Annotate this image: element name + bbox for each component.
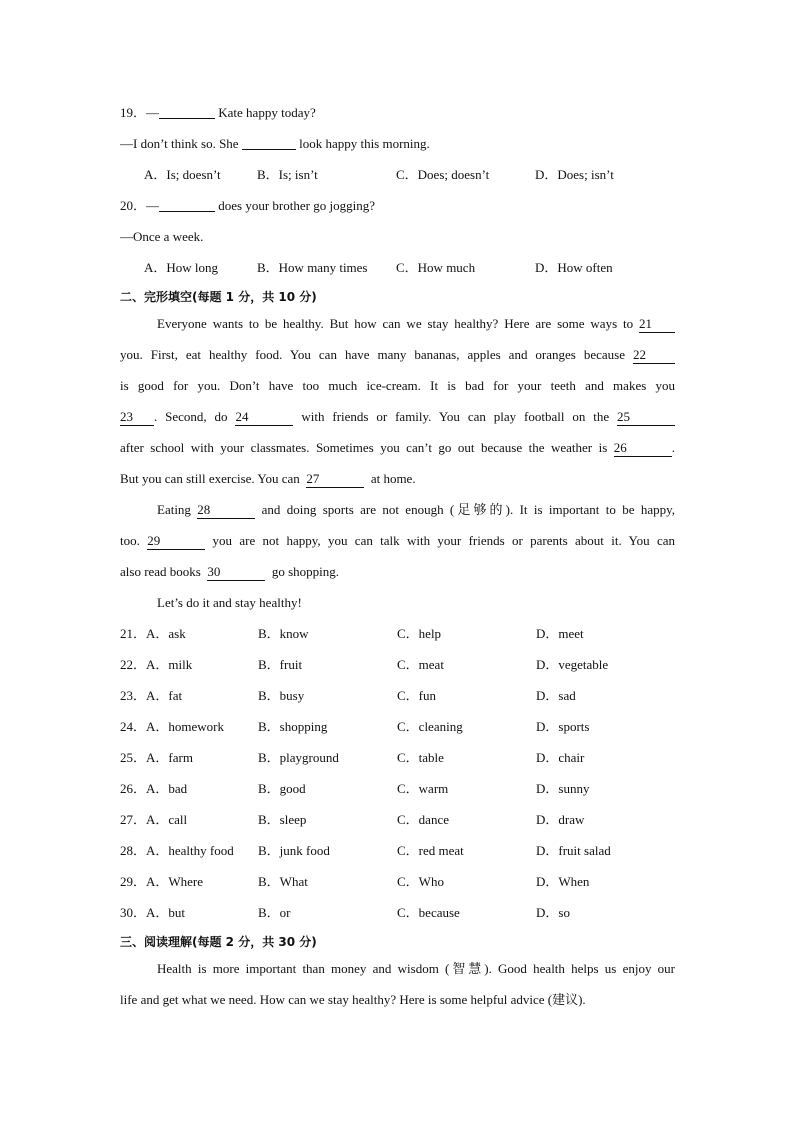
choice-b: B．know [258,626,309,641]
q19-option-d: D．Does; isn’t [535,167,614,182]
choice-b: B．What [258,874,308,889]
choice-row-27 [120,807,675,838]
choice-d: D．vegetable [536,657,609,672]
blank-21: 21 [639,316,675,333]
choice-b: B．playground [258,750,339,765]
choice-b: B．shopping [258,719,328,734]
choice-row-28 [120,838,675,869]
choice-a: 28．A．healthy food [120,843,234,858]
choice-row-30 [120,900,675,931]
choice-row-26 [120,776,675,807]
choice-a: 22．A．milk [120,657,193,672]
blank-22: 22 [633,347,675,364]
choice-row-24 [120,714,675,745]
cloze-text: and doing sports are not enough (足够的). It is important to be happy, [261,502,676,517]
choice-d: D．chair [536,750,585,765]
cloze-line-8 [120,528,675,559]
cloze-line-5 [120,435,675,466]
q20-option-d: D．How often [535,260,613,275]
cloze-text: at home. [370,471,416,486]
choice-d: D．draw [536,812,585,827]
reading-passage [120,956,675,1018]
page-content [120,100,675,1018]
choice-a: 29．A．Where [120,874,204,889]
cloze-line-9 [120,559,675,590]
blank-23: 23 [120,409,154,426]
q20-line-2 [120,224,675,255]
cloze-text: with friends or family. You can play football on the [301,409,610,424]
choice-row-22 [120,652,675,683]
q20-number: 20．— [120,198,160,213]
blank-27: 27 [306,471,364,488]
choice-d: D．When [536,874,590,889]
choice-a: 24．A．homework [120,719,224,734]
reading-line-1: Health is more important than money and wisdom (智慧). Good health helps us enjoy our [157,961,675,976]
q19-line-2 [120,131,675,162]
choice-b: B．fruit [258,657,303,672]
q20-options [120,255,675,286]
cloze-text: But you can still exercise. You can [120,471,300,486]
cloze-text: Eating [157,502,191,517]
cloze-line-2 [120,342,675,373]
choice-row-25 [120,745,675,776]
choice-c: C．table [397,750,444,765]
cloze-text: you. First, eat healthy food. You can have many bananas, apples and oranges because [120,347,625,362]
choice-b: B．sleep [258,812,307,827]
choice-row-23 [120,683,675,714]
cloze-text: is good for you. Don’t have too much ice-cream. It is bad for your teeth and makes you [120,378,675,393]
cloze-passage [120,311,675,621]
cloze-text: . [671,440,676,455]
choice-a: 27．A．call [120,812,188,827]
choice-a: 30．A．but [120,905,186,920]
choice-row-21 [120,621,675,652]
choice-d: D．sports [536,719,590,734]
choice-c: C．because [397,905,460,920]
q19-options [120,162,675,193]
choice-c: C．meat [397,657,444,672]
q19-text-2: —I don’t think so. She [120,136,242,151]
cloze-text: you are not happy, you can talk with your friends or parents about it. You can [212,533,675,548]
cloze-line-3 [120,373,675,404]
choice-b: B．junk food [258,843,330,858]
cloze-text: go shopping. [271,564,340,579]
q19-option-c: C．Does; doesn’t [396,167,490,182]
section-3-title: 三、阅读理解(每题 2 分，共 30 分) [120,935,317,949]
choice-b: B．busy [258,688,305,703]
choice-a: 25．A．farm [120,750,193,765]
blank-28: 28 [197,502,255,519]
choice-a: 21．A．ask [120,626,186,641]
choice-c: C．dance [397,812,449,827]
choice-d: D．fruit salad [536,843,611,858]
cloze-line-7 [120,497,675,528]
choice-b: B．good [258,781,306,796]
q20-option-b: B．How many times [257,260,368,275]
cloze-line-6 [120,466,675,497]
q20-text-2: —Once a week. [120,229,204,244]
cloze-text: too. [120,533,140,548]
choice-b: B．or [258,905,291,920]
choice-c: C．fun [397,688,437,703]
choice-d: D．sad [536,688,576,703]
cloze-text: after school with your classmates. Sometimes you can’t go out because the weather is [120,440,608,455]
cloze-text: also read books [120,564,201,579]
blank-29: 29 [147,533,205,550]
choice-c: C．Who [397,874,444,889]
cloze-text: . Second, do [154,409,228,424]
choice-c: C．warm [397,781,449,796]
blank-24: 24 [235,409,293,426]
q19-line-1 [120,100,675,131]
choice-c: C．cleaning [397,719,463,734]
q20-option-c: C．How much [396,260,476,275]
cloze-text: Let’s do it and stay healthy! [157,595,302,610]
q19-blank-1 [159,103,215,119]
cloze-line-10 [120,590,675,621]
q19-blank-2 [242,134,296,150]
reading-line-2: life and get what we need. How can we stay healthy? Here is some helpful advice (建议). [120,992,586,1007]
blank-25: 25 [617,409,675,426]
q20-line-1 [120,193,675,224]
choice-a: 23．A．fat [120,688,183,703]
cloze-line-4 [120,404,675,435]
choice-d: D．meet [536,626,584,641]
q19-option-a: A．Is; doesn’t [144,167,221,182]
section-2-title: 二、完形填空(每题 1 分，共 10 分) [120,290,317,304]
q19-text-3: look happy this morning. [295,136,430,151]
q19-option-b: B．Is; isn’t [257,167,318,182]
cloze-text: Everyone wants to be healthy. But how can we stay healthy? Here are some ways to [157,316,634,331]
cloze-line-1 [120,311,675,342]
blank-30: 30 [207,564,265,581]
choice-c: C．red meat [397,843,464,858]
q19-number: 19．— [120,105,160,120]
choice-d: D．so [536,905,570,920]
q20-text-1: does your brother go jogging? [215,198,375,213]
cloze-choices [120,621,675,931]
choice-d: D．sunny [536,781,590,796]
q19-text-1: Kate happy today? [215,105,316,120]
choice-c: C．help [397,626,442,641]
choice-row-29 [120,869,675,900]
q20-option-a: A．How long [144,260,219,275]
q20-blank [159,196,215,212]
blank-26: 26 [614,440,672,457]
choice-a: 26．A．bad [120,781,188,796]
